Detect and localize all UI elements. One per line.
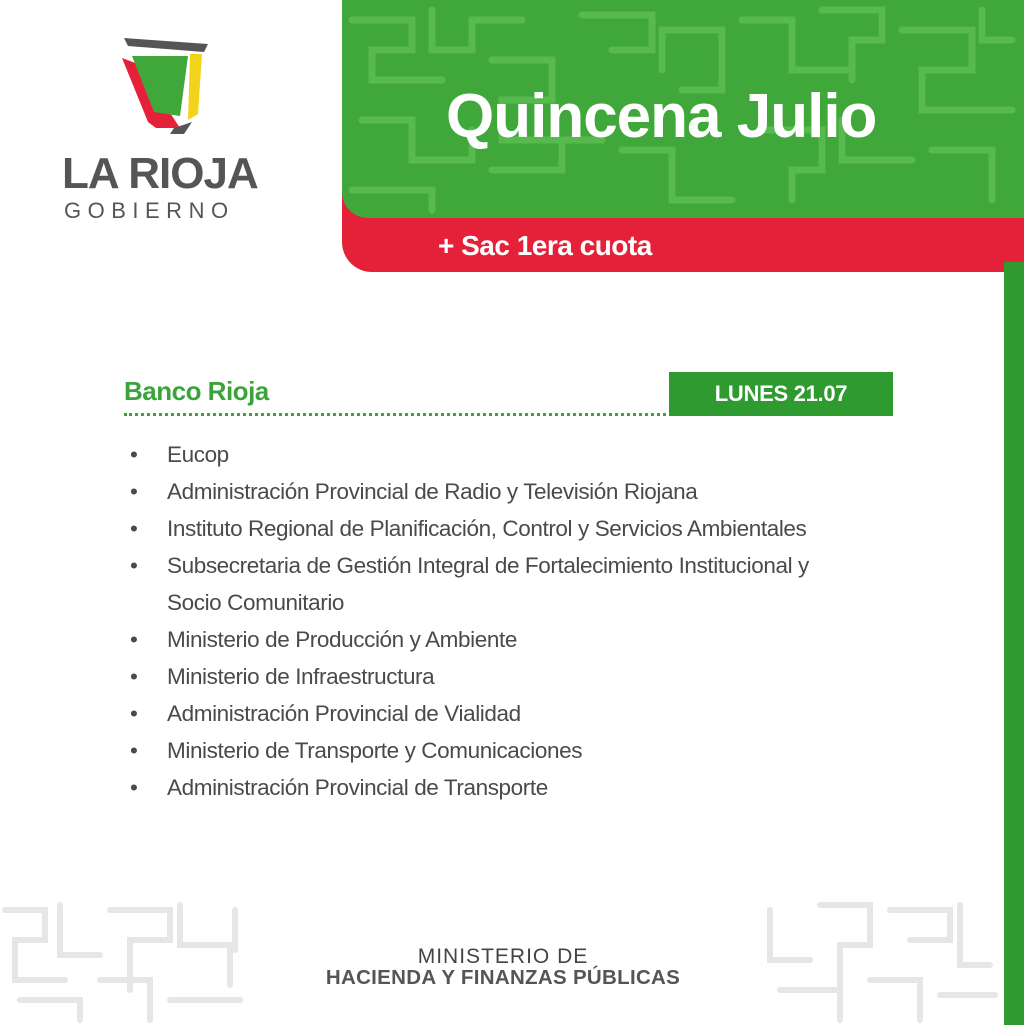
footer-ministry-line1: MINISTERIO DE	[417, 945, 589, 968]
maze-pattern-icon	[760, 900, 1004, 1025]
list-item	[130, 769, 890, 806]
dotted-divider	[124, 413, 672, 416]
organization-list	[130, 436, 890, 806]
list-item-text: Subsecretaria de Gestión Integral de Fortalecimiento Institucional y	[167, 553, 809, 578]
list-item-text: Ministerio de Producción y Ambiente	[167, 627, 517, 652]
list-item-text: Eucop	[167, 442, 229, 467]
bullet-icon: •	[130, 775, 138, 800]
bullet-icon: •	[130, 738, 138, 763]
footer-pattern-right	[760, 900, 1004, 1025]
logo-title: LA RIOJA	[62, 149, 258, 198]
list-item-continuation	[130, 584, 890, 621]
list-item	[130, 436, 890, 473]
title-band	[342, 0, 1024, 218]
list-item	[130, 658, 890, 695]
list-item-text: Administración Provincial de Transporte	[167, 775, 548, 800]
bullet-icon: •	[130, 516, 138, 541]
list-item-text: Administración Provincial de Radio y Televisión Riojana	[167, 479, 698, 504]
list-item	[130, 621, 890, 658]
footer-pattern-left	[0, 900, 255, 1025]
footer-ministry-line2: HACIENDA Y FINANZAS PÚBLICAS	[325, 966, 681, 989]
list-item-text: Ministerio de Infraestructura	[167, 664, 435, 689]
list-item-text: Instituto Regional de Planificación, Control y Servicios Ambientales	[167, 516, 807, 541]
date-badge: LUNES 21.07	[669, 372, 893, 416]
bullet-icon: •	[130, 553, 138, 578]
bullet-icon: •	[130, 442, 138, 467]
page-title: Quincena Julio	[446, 82, 877, 151]
list-item	[130, 547, 890, 584]
la-rioja-logo	[56, 36, 286, 226]
right-stripe	[1004, 272, 1024, 1025]
list-item	[130, 732, 890, 769]
list-item	[130, 473, 890, 510]
logo-subtitle: GOBIERNO	[64, 198, 235, 223]
list-item	[130, 510, 890, 547]
list-item-text: Socio Comunitario	[167, 590, 345, 615]
bullet-icon: •	[130, 701, 138, 726]
list-item-text: Ministerio de Transporte y Comunicaciones	[167, 738, 583, 763]
bullet-icon: •	[130, 627, 138, 652]
maze-pattern-icon	[0, 900, 255, 1025]
bullet-icon: •	[130, 664, 138, 689]
list-item	[130, 695, 890, 732]
header-subtitle: + Sac 1era cuota	[438, 230, 652, 261]
bank-name: Banco Rioja	[124, 376, 269, 406]
la-rioja-emblem-icon	[118, 36, 214, 136]
bullet-icon: •	[130, 479, 138, 504]
list-item-text: Administración Provincial de Vialidad	[167, 701, 521, 726]
